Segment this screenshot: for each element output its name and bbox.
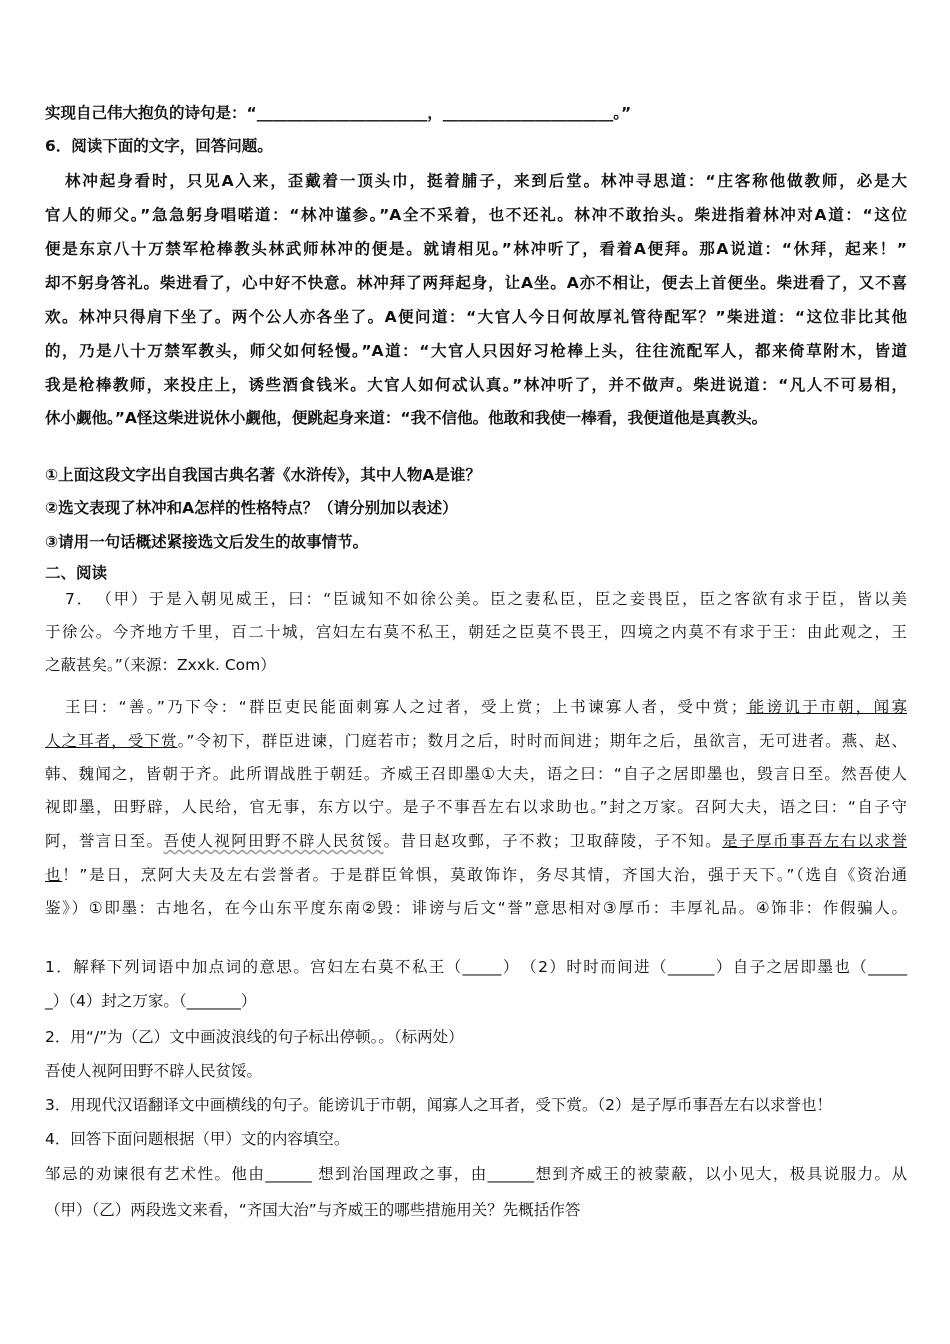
text-segment: ！”是日，烹阿大夫及左右尝誉者。于是群臣耸惧，莫敢饰诈，务尽其情，齐国大治，强于天下。”（选自《资治通: [62, 866, 907, 884]
text-line: [45, 1061, 907, 1081]
text-line: [45, 205, 907, 225]
text-line: [45, 465, 907, 485]
wavy-underlined-text: 吾使人视阿田野不辟人民贫馁: [163, 832, 384, 850]
text-segment: 欢。林冲只得肩下坐了。两个公人亦各坐了。A便问道：“大官人今日何故厚礼管待配军？”柴进道：“这位非比其他: [45, 308, 907, 326]
text-line: [65, 589, 907, 609]
underlined-text: 人之耳者，受下赏: [45, 732, 178, 750]
text-line: [45, 563, 907, 583]
text-segment: （甲）（乙）两段选文来看，“齐国大治”与齐威王的哪些措施用关？先概括作答: [45, 1201, 581, 1219]
text-segment: 1．解释下列词语中加点词的意思。宫妇左右莫不私王（_____） （2）时时而间进（______）自子之居即墨也（_____: [45, 958, 907, 976]
text-segment: 的，乃是八十万禁军教头，师父如何轻慢。”A道：“大官人只因好习枪棒上头，往往流配军人，都来倚草附木，皆道: [45, 342, 907, 360]
text-line: [45, 103, 907, 123]
text-segment: 吾使人视阿田野不辟人民贫馁。: [45, 1062, 263, 1080]
text-segment: ③请用一句话概述紧接选文后发生的故事情节。: [45, 533, 369, 551]
text-segment: 王曰：“善。”乃下令：“群臣吏民能面刺寡人之过者，受上赏；上书谏寡人者，受中赏；: [65, 698, 747, 716]
text-line: [45, 731, 907, 751]
text-segment: 阿，誉言日至。: [45, 832, 164, 850]
text-segment: _）（4）封之万家。（_______）: [45, 992, 257, 1010]
text-segment: ②选文表现了林冲和A怎样的性格特点？（请分别加以表述）: [45, 499, 458, 517]
text-segment: ①上面这段文字出自我国古典名著《水浒传》，其中人物A是谁？: [45, 466, 481, 484]
underlined-text: 能谤讥于市朝，闻寡: [746, 698, 907, 716]
text-line: [65, 171, 907, 191]
text-segment: 视即墨，田野辟，人民给，官无事，东方以宁。是子不事吾左右以求助也。”封之万家。召阿大夫，语之曰：“自子守: [45, 798, 907, 816]
text-line: [45, 136, 907, 156]
text-line: [45, 991, 907, 1011]
text-line: [45, 408, 907, 428]
text-segment: 便是东京八十万禁军枪棒教头林武师林冲的便是。就请相见。”林冲听了，看着A便拜。那A说道：“休拜，起来！”: [45, 240, 907, 258]
text-segment: 我是枪棒教师，来投庄上，诱些酒食钱米。大官人如何忒认真。”林冲听了，并不做声。柴进说道：“凡人不可易相，: [45, 376, 907, 394]
text-line: [45, 375, 907, 395]
text-line: [45, 239, 907, 259]
text-line: [45, 764, 907, 784]
underlined-text: 是子厚币事吾左右以求誉: [722, 832, 907, 850]
text-segment: 休小觑他。”A怪这柴进说休小觑他，便跳起身来道：“我不信他。他敢和我使一棒看，我便道他是真教头。: [45, 409, 768, 427]
text-line: [45, 532, 907, 552]
text-line: [45, 341, 907, 361]
text-segment: 二、阅读: [45, 564, 108, 582]
text-segment: 韩、魏闻之，皆朝于齐。此所谓战胜于朝廷。齐威王召即墨①大夫，语之曰：“自子之居即墨也，毁言日至。然吾使人: [45, 765, 907, 783]
text-line: [45, 865, 907, 885]
text-segment: 7． （甲）于是入朝见威王，曰：“臣诚知不如徐公美。臣之妻私臣，臣之妾畏臣，臣之客欲有求于臣，皆以美: [65, 590, 907, 608]
underlined-text: 也: [45, 866, 63, 884]
text-segment: 4．回答下面问题根据（甲）文的内容填空。: [45, 1130, 350, 1148]
text-segment: 。”令初下，群臣进谏，门庭若市；数月之后，时时而间进；期年之后，虽欲言，无可进者。燕、赵、: [177, 732, 907, 750]
text-line: [45, 1027, 907, 1047]
text-line: [45, 831, 907, 851]
text-line: [45, 1164, 907, 1184]
text-segment: 林冲起身看时，只见A入来，歪戴着一顶头巾，挺着脯子，来到后堂。林冲寻思道：“庄客称他做教师，必是大: [65, 172, 907, 190]
text-line: [45, 655, 907, 675]
text-segment: 实现自己伟大抱负的诗句是：“______________________，______________________。”: [45, 104, 632, 122]
text-segment: 邹忌的劝谏很有艺术性。他由______ 想到治国理政之事，由______想到齐威王的被蒙蔽，以小见大，极具说服力。从: [45, 1165, 907, 1183]
text-segment: 3．用现代汉语翻译文中画横线的句子。能谤讥于市朝，闻寡人之耳者，受下赏。（2）是子厚币事吾左右以求誉也！: [45, 1096, 832, 1114]
text-segment: 之蔽甚矣。”（来源：Zxxk. Com）: [45, 656, 276, 674]
text-segment: 。昔日赵攻鄄，子不救；卫取薛陵，子不知。: [383, 832, 723, 850]
text-line: [65, 697, 907, 717]
text-line: [45, 622, 907, 642]
text-segment: 2．用“/”为（乙）文中画波浪线的句子标出停顿。。（标两处）: [45, 1028, 464, 1046]
text-line: [45, 307, 907, 327]
text-line: [45, 1129, 907, 1149]
text-line: [45, 273, 907, 293]
text-segment: 鉴》）①即墨：古地名，在今山东平度东南②毁：诽谤与后文“誉”意思相对③厚币：丰厚礼品。④饰非：作假骗人。: [45, 899, 907, 917]
text-segment: 于徐公。今齐地方千里，百二十城，宫妇左右莫不私王，朝廷之臣莫不畏王，四境之内莫不有求于王：由此观之，王: [45, 623, 907, 641]
text-segment: 6．阅读下面的文字，回答问题。: [45, 137, 273, 155]
text-line: [45, 957, 907, 977]
text-line: [45, 898, 907, 918]
text-line: [45, 797, 907, 817]
text-segment: 官人的师父。”急急躬身唱喏道：“林冲谨参。”A全不采着，也不还礼。林冲不敢抬头。柴进指着林冲对A道：“这位: [45, 206, 907, 224]
text-line: [45, 498, 907, 518]
text-line: [45, 1095, 907, 1115]
text-segment: 却不躬身答礼。柴进看了，心中好不快意。林冲拜了两拜起身，让A坐。A亦不相让，便去上首便坐。柴进看了，又不喜: [45, 274, 907, 292]
text-line: [45, 1200, 907, 1220]
